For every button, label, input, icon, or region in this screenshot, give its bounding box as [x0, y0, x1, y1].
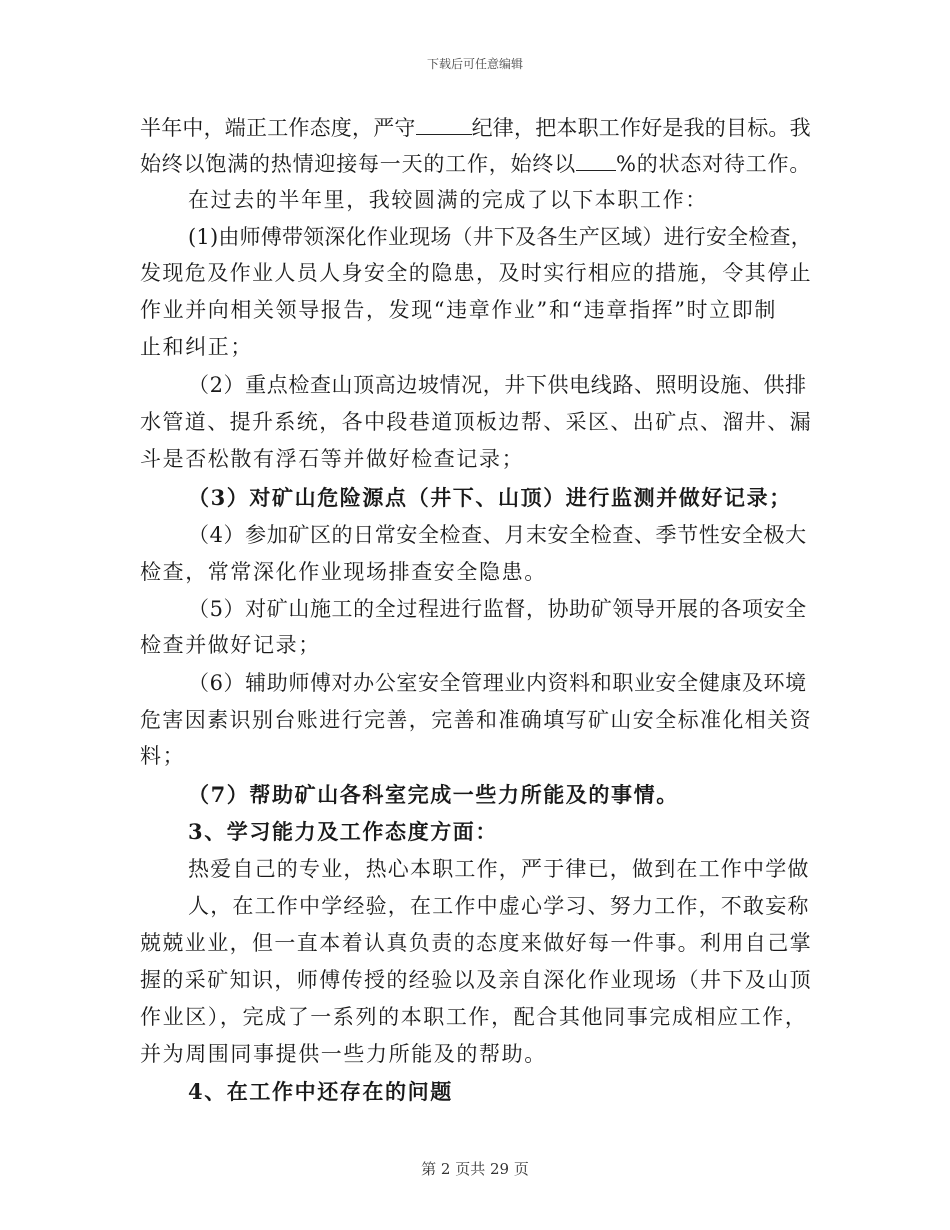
list-item-2-line: 水管道、提升系统，各中段巷道顶板边帮、采区、出矿点、溜井、漏	[140, 410, 812, 434]
list-item-5-line: （5）对矿山施工的全过程进行监督，协助矿领导开展的各项安全	[188, 597, 807, 621]
section-3-paragraph-line: 作业区），完成了一系列的本职工作，配合其他同事完成相应工作，	[140, 1005, 808, 1029]
list-item-4-line: （4）参加矿区的日常安全检查、月末安全检查、季节性安全极大	[188, 523, 807, 547]
list-item-1-line: 止和纠正；	[140, 335, 253, 359]
list-item-6-line: 料；	[140, 744, 186, 768]
list-item-6-line: （6）辅助师傅对办公室安全管理业内资料和职业安全健康及环境	[188, 671, 807, 695]
list-item-3: （3）对矿山危险源点（井下、山顶）进行监测并做好记录；	[188, 485, 792, 510]
list-item-4-line: 检查，常常深化作业现场排查安全隐患。	[140, 560, 547, 584]
section-3-paragraph-line: 并为周围同事提供一些力所能及的帮助。	[140, 1042, 547, 1066]
section-3-paragraph-line: 热爱自己的专业，热心本职工作，严于律已，做到在工作中学做	[188, 857, 810, 881]
fill-in-blank	[416, 114, 472, 135]
section-3-paragraph-line: 握的采矿知识，师傅传授的经验以及亲自深化作业现场（井下及山顶	[140, 968, 812, 992]
body-line: 半年中，端正工作态度，严守 纪律，把本职工作好是我的目标。我	[140, 116, 811, 140]
fill-in-blank	[576, 150, 616, 171]
list-item-6-line: 危害因素识别台账进行完善，完善和准确填写矿山安全标准化相关资	[140, 708, 812, 732]
page-number-footer: 第 2 页共 29 页	[421, 1160, 529, 1178]
section-3-paragraph-line: 兢兢业业，但一直本着认真负责的态度来做好每一件事。利用自己掌	[140, 931, 812, 955]
list-item-1-line: 作业并向相关领导报告，发现“违章作业”和“违章指挥”时立即制	[140, 298, 777, 322]
list-item-7: （7）帮助矿山各科室完成一些力所能及的事情。	[188, 782, 679, 807]
list-item-2-line: （2）重点检查山顶高边坡情况，井下供电线路、照明设施、供排	[188, 373, 807, 397]
list-item-5-line: 检查并做好记录；	[140, 633, 321, 657]
section-heading-3: 3、学习能力及工作态度方面：	[188, 819, 499, 844]
section-heading-4: 4、在工作中还存在的问题	[188, 1079, 453, 1104]
list-item-2-line: 斗是否松散有浮石等并做好检查记录；	[140, 447, 525, 471]
section-3-paragraph-line: 人，在工作中学经验，在工作中虚心学习、努力工作，不敢妄称	[188, 894, 810, 918]
list-item-1-line: 发现危及作业人员人身安全的隐患，及时实行相应的措施，令其停止	[140, 261, 812, 285]
list-item-1-line: (1)由师傅带领深化作业现场（井下及各生产区域）进行安全检查，	[188, 225, 812, 249]
body-line: 始终以饱满的热情迎接每一天的工作，始终以 %的状态对待工作。	[140, 152, 812, 176]
page-header: 下载后可任意编辑	[426, 57, 523, 71]
paragraph-lead: 在过去的半年里，我较圆满的完成了以下本职工作：	[188, 188, 708, 212]
